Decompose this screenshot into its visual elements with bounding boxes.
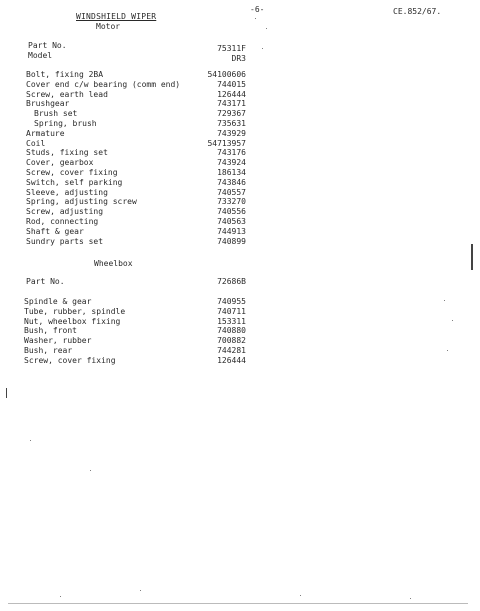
motor-part-item-code: 735631	[217, 119, 246, 128]
document-title: WINDSHIELD WIPER	[76, 12, 157, 21]
motor-part-item-code: 743924	[217, 158, 246, 168]
scan-speck	[60, 596, 61, 597]
wheelbox-part-item-name: Washer, rubber	[24, 336, 92, 346]
motor-part-item-name: Studs, fixing set	[26, 148, 108, 158]
motor-part-item-name: Cover, gearbox	[26, 158, 94, 168]
scan-speck	[447, 350, 448, 351]
motor-part-no-value: 75311F	[217, 44, 246, 53]
wheelbox-part-item-name: Bush, rear	[24, 346, 73, 355]
scan-speck	[255, 18, 256, 19]
wheelbox-part-item-code: 126444	[217, 355, 246, 365]
motor-part-item-code: 740556	[217, 207, 246, 217]
motor-part-item-name: Screw, adjusting	[26, 207, 104, 217]
motor-part-item-name: Bolt, fixing 2BA	[26, 70, 104, 79]
motor-part-item-name: Sleeve, adjusting	[26, 187, 108, 197]
scan-speck	[452, 320, 453, 321]
wheelbox-part-item-code: 740880	[217, 326, 246, 336]
motor-part-item-name: Screw, cover fixing	[26, 168, 118, 177]
wheelbox-part-no-value: 72686B	[217, 277, 246, 286]
wheelbox-part-item-code: 740955	[217, 297, 246, 306]
motor-model-label: Model	[28, 51, 53, 60]
wheelbox-part-item-code: 700882	[217, 336, 246, 346]
motor-model-value: DR3	[231, 54, 246, 63]
motor-part-item-code: 126444	[217, 89, 246, 99]
motor-part-item-name: Spring, brush	[34, 119, 97, 128]
wheelbox-part-item-name: Tube, rubber, spindle	[24, 306, 126, 316]
motor-part-item-code: 743929	[217, 128, 246, 138]
motor-part-item-code: 54713957	[207, 138, 246, 148]
scan-speck	[300, 595, 301, 596]
document-subtitle: Motor	[96, 22, 121, 31]
motor-part-item-code: 740557	[217, 187, 246, 197]
wheelbox-part-no-label: Part No.	[26, 277, 65, 286]
scan-edge-bottom	[8, 603, 468, 604]
motor-part-item-code: 743176	[217, 148, 246, 158]
motor-part-item-name: Coil	[26, 138, 46, 148]
motor-part-item-name: Rod, connecting	[26, 217, 99, 226]
wheelbox-heading: Wheelbox	[94, 259, 133, 268]
motor-part-item-name: Armature	[26, 128, 65, 138]
scan-speck	[30, 440, 31, 441]
wheelbox-part-item-name: Nut, wheelbox fixing	[24, 316, 121, 326]
scan-mark-left	[6, 388, 7, 398]
wheelbox-part-item-name: Bush, front	[24, 326, 77, 336]
motor-part-item-code: 743171	[217, 99, 246, 109]
motor-part-item-name: Screw, earth lead	[26, 89, 108, 99]
motor-part-item-name: Brushgear	[26, 99, 70, 109]
scan-speck	[410, 598, 411, 599]
scan-speck	[140, 590, 141, 591]
motor-part-item-name: Brush set	[34, 109, 78, 119]
motor-part-item-code: 743846	[217, 177, 246, 187]
wheelbox-part-item-code: 744281	[217, 346, 246, 355]
motor-part-item-code: 740563	[217, 217, 246, 226]
motor-part-item-code: 740899	[217, 236, 246, 246]
document-reference: CE.852/67.	[393, 7, 442, 16]
motor-part-item-name: Sundry parts set	[26, 236, 104, 246]
motor-part-item-code: 744015	[217, 79, 246, 89]
scan-speck	[90, 470, 91, 471]
motor-part-item-code: 186134	[217, 168, 246, 177]
motor-part-item-code: 729367	[217, 109, 246, 119]
wheelbox-part-item-code: 740711	[217, 306, 246, 316]
scan-speck	[266, 28, 267, 29]
motor-part-item-code: 54100606	[207, 70, 246, 79]
motor-part-item-name: Spring, adjusting screw	[26, 197, 137, 207]
motor-part-item-code: 744913	[217, 226, 246, 236]
motor-part-item-name: Cover end c/w bearing (comm end)	[26, 79, 181, 89]
scan-speck	[262, 48, 263, 49]
scan-speck	[444, 300, 445, 301]
motor-part-item-name: Switch, self parking	[26, 177, 123, 187]
wheelbox-part-item-code: 153311	[217, 316, 246, 326]
motor-part-item-code: 733270	[217, 197, 246, 207]
scan-mark-right	[471, 244, 473, 270]
page-number: -6-	[250, 5, 265, 14]
wheelbox-part-item-name: Spindle & gear	[24, 297, 92, 306]
wheelbox-part-item-name: Screw, cover fixing	[24, 355, 116, 365]
motor-part-item-name: Shaft & gear	[26, 226, 84, 236]
motor-part-no-label: Part No.	[28, 41, 67, 50]
